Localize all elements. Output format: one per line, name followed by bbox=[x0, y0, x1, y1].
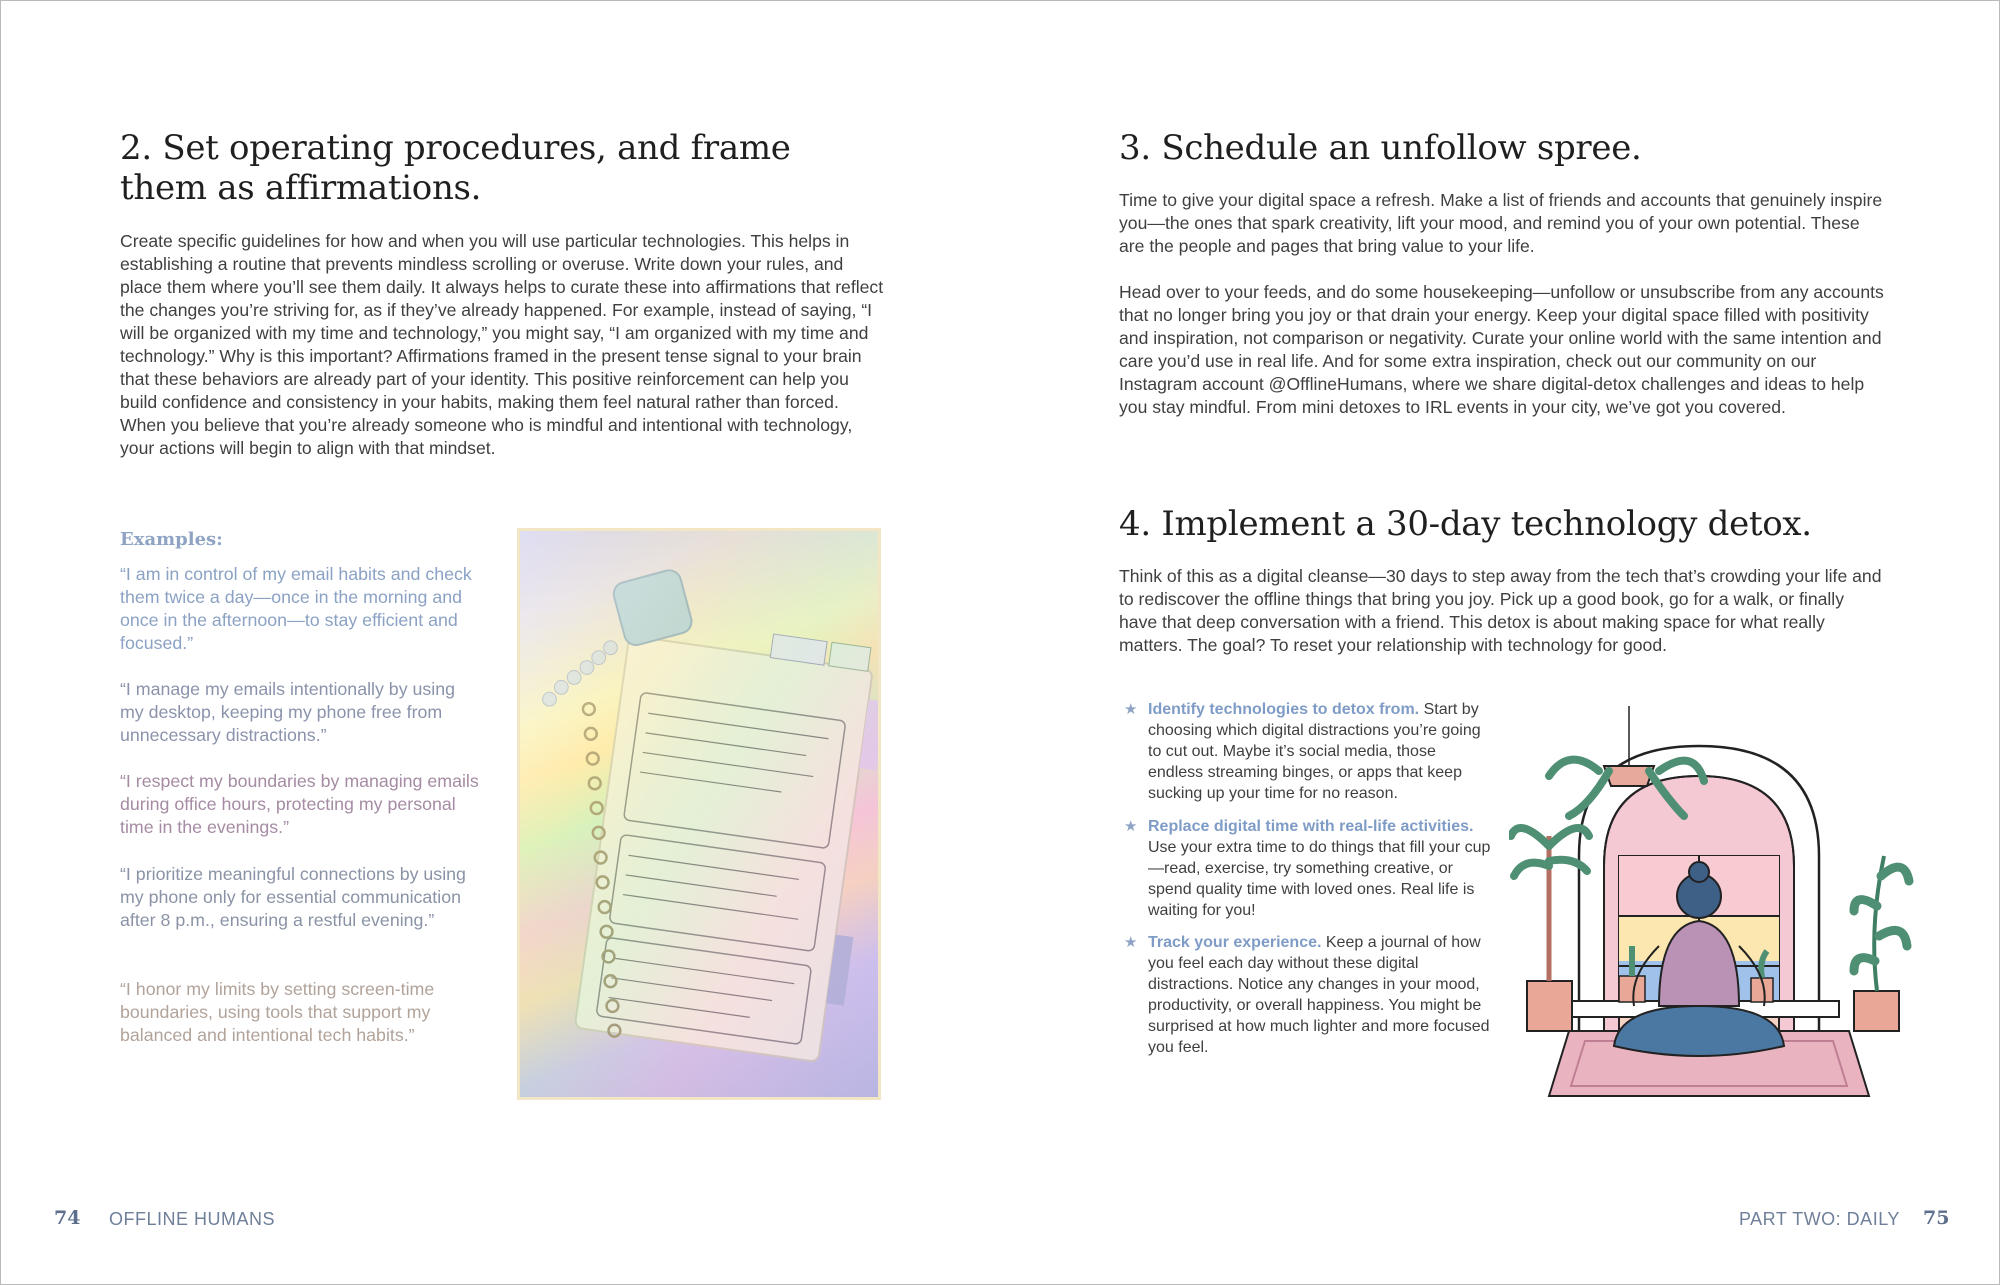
example-quote-3: “I respect my boundaries by managing emails during office hours, protecting my personal time in the evenings.” bbox=[120, 771, 479, 837]
section-4-paragraph: Think of this as a digital cleanse—30 days to step away from the tech that’s crowding your life and to rediscover the offline things that bring you joy. Pick up a good book, go for a walk, or finally have that deep conversation with a friend. This detox is about making space for what really matters. The goal? To reset your relationship with technology for good. bbox=[1119, 566, 1882, 655]
bullet-item-track bbox=[1124, 932, 1494, 1058]
section-3-body bbox=[1119, 189, 1885, 442]
right-footer-label: PART TWO: DAILY bbox=[1739, 1209, 1900, 1229]
bullet-lead: Replace digital time with real-life activities. bbox=[1148, 818, 1474, 835]
section-2-paragraph: Create specific guidelines for how and when you will use particular technologies. This helps in establishing a routine that prevents mindless scrolling or overuse. Write down your rules, and place them where you’ll see them daily. It always helps to curate these into affirmations that reflect the changes you’re striving for, as if they’ve already happened. For example, instead of saying, “I will be organized with my time and technology,” you might say, “I am organized with my time and technology.” Why is this important? Affirmations framed in the present tense signal to your brain that these behaviors are already part of your identity. This positive reinforcement can help you build confidence and consistency in your habits, making them feel natural rather than forced. When you believe that you’re already someone who is mindful and intentional with technology, your actions will begin to align with that mindset. bbox=[120, 231, 884, 458]
star-icon: ★ bbox=[1124, 701, 1138, 718]
star-icon: ★ bbox=[1124, 818, 1138, 835]
section-2-body bbox=[120, 230, 886, 483]
right-page-number: 75 bbox=[1923, 1207, 1950, 1229]
star-icon: ★ bbox=[1124, 934, 1138, 951]
example-quote-2: “I manage my emails intentionally by using my desktop, keeping my phone free from unnecessary distractions.” bbox=[120, 679, 456, 745]
example-quote-5: “I honor my limits by setting screen-time boundaries, using tools that support my balanced and intentional tech habits.” bbox=[120, 979, 435, 1045]
bullet-text: Start by choosing which digital distractions you’re going to cut out. Maybe it’s social media, those endless streaming binges, or apps that keep sucking up your time for no reason. bbox=[1148, 701, 1481, 802]
planner-photo bbox=[517, 528, 881, 1100]
bullet-item-identify bbox=[1124, 699, 1494, 804]
section-3-paragraph-2: Head over to your feeds, and do some housekeeping—unfollow or unsubscribe from any accounts that no longer bring you joy or that drain your energy. Keep your digital space filled with positivity and inspiration, not comparison or negativity. Curate your online world with the same intention and care you’d use in real life. And for some extra inspiration, check out our community on our Instagram account @OfflineHumans, where we share digital-detox challenges and ideas to help you stay mindful. From mini detoxes to IRL events in your city, we’ve got you covered. bbox=[1119, 282, 1884, 417]
section-4-heading: 4. Implement a 30-day technology detox. bbox=[1119, 504, 1812, 544]
bullet-text: Use your extra time to do things that fill your cup—read, exercise, try something creative, or spend quality time with loved ones. Real life is waiting for you! bbox=[1148, 839, 1491, 919]
example-quote-1: “I am in control of my email habits and check them twice a day—once in the morning and once in the afternoon—to stay efficient and focused.” bbox=[120, 564, 472, 653]
bullet-text: Keep a journal of how you feel each day without these digital distractions. Notice any changes in your mood, productivity, or overall happiness. You might be surprised at how much lighter and more focused you feel. bbox=[1148, 934, 1490, 1056]
bullet-item-replace bbox=[1124, 816, 1494, 921]
section-3-paragraph-1: Time to give your digital space a refresh. Make a list of friends and accounts that genuinely inspire you—the ones that spark creativity, lift your mood, and remind you of your own potential. These are the people and pages that bring value to your life. bbox=[1119, 190, 1883, 256]
section-3-heading: 3. Schedule an unfollow spree. bbox=[1119, 128, 1642, 168]
section-2-heading: 2. Set operating procedures, and frame them as affirmations. bbox=[120, 128, 791, 208]
left-footer-label: OFFLINE HUMANS bbox=[109, 1209, 276, 1229]
left-page-number: 74 bbox=[54, 1207, 81, 1229]
examples-title: Examples: bbox=[120, 529, 223, 550]
example-quote-4: “I prioritize meaningful connections by using my phone only for essential communication after 8 p.m., ensuring a restful evening.” bbox=[120, 864, 466, 930]
section-4-body bbox=[1119, 565, 1885, 680]
bullet-lead: Identify technologies to detox from. bbox=[1148, 701, 1420, 718]
meditation-illustration bbox=[1509, 706, 1919, 1101]
bullet-lead: Track your experience. bbox=[1148, 934, 1322, 951]
